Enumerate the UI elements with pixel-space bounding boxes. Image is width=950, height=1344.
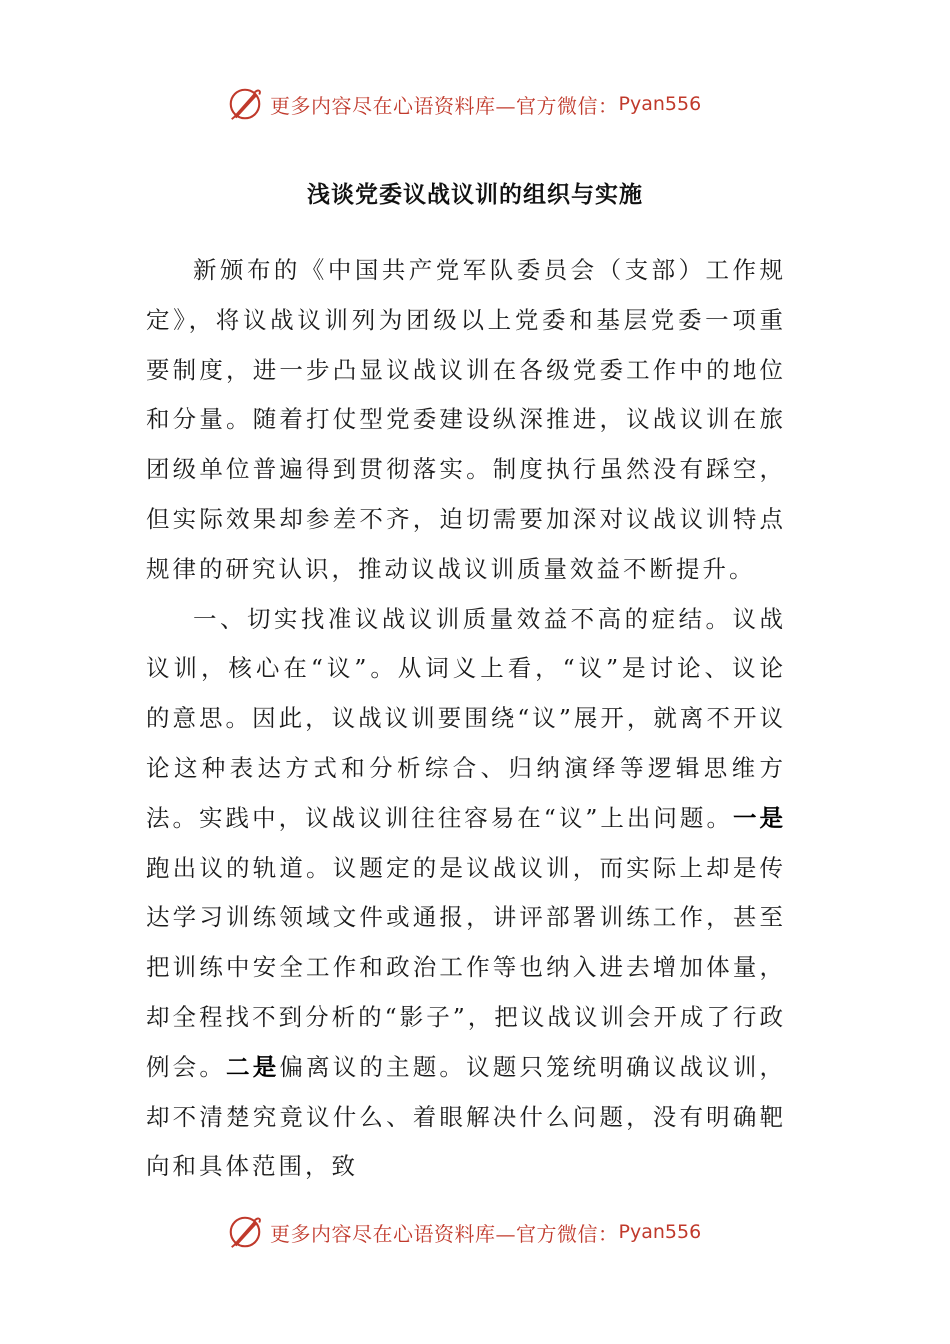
watermark-wechat-id: Pyan556 bbox=[618, 1221, 702, 1243]
paragraph-segment: 一、切实找准议战议训质量效益不高的症结。议战议训，核心在“议”。从词义上看，“议”是讨论、议论的意思。因此，议战议训要围绕“议”展开，就离不开议论这种表达方式和分析综合、归纳演绎等逻辑思维方法。实践中，议战议训往往容易在“议”上出问题。 bbox=[146, 604, 786, 832]
watermark-header bbox=[226, 84, 701, 124]
watermark-wechat-id: Pyan556 bbox=[618, 93, 702, 115]
paragraph-segment: 偏离议的主题。议题只笼统明确议战议训，却不清楚究竟议什么、着眼解决什么问题，没有明确靶向和具体范围，致 bbox=[146, 1052, 787, 1181]
bold-marker-first: 一是 bbox=[732, 803, 787, 832]
document-title: 浅谈党委议战议训的组织与实施 bbox=[307, 181, 643, 208]
quill-pen-logo-icon bbox=[226, 1213, 264, 1251]
watermark-text: 更多内容尽在心语资料库—官方微信： bbox=[270, 93, 619, 118]
paragraph-intro: 新颁布的《中国共产党军队委员会（支部）工作规定》，将议战议训列为团级以上党委和基层党委一项重要制度，进一步凸显议战议训在各级党委工作中的地位和分量。随着打仗型党委建设纵深推进，议战议训在旅团级单位普遍得到贯彻落实。制度执行虽然没有踩空，但实际效果却参差不齐，迫切需要加深对议战议训特点规律的研究认识，推动议战议训质量效益不断提升。 bbox=[146, 256, 786, 583]
paragraph-segment: 跑出议的轨道。议题定的是议战议训，而实际上却是传达学习训练领域文件或通报，讲评部署训练工作，甚至把训练中安全工作和政治工作等也纳入进去增加体量，却全程找不到分析的“影子”，把议战议训会开成了行政例会。 bbox=[146, 853, 786, 1081]
watermark-text: 更多内容尽在心语资料库—官方微信： bbox=[270, 1221, 619, 1246]
bold-marker-second: 二是 bbox=[226, 1052, 280, 1081]
watermark-footer bbox=[226, 1212, 701, 1252]
paragraph-section-one bbox=[146, 595, 786, 1193]
document-body bbox=[146, 246, 786, 1192]
quill-pen-logo-icon bbox=[226, 85, 264, 123]
